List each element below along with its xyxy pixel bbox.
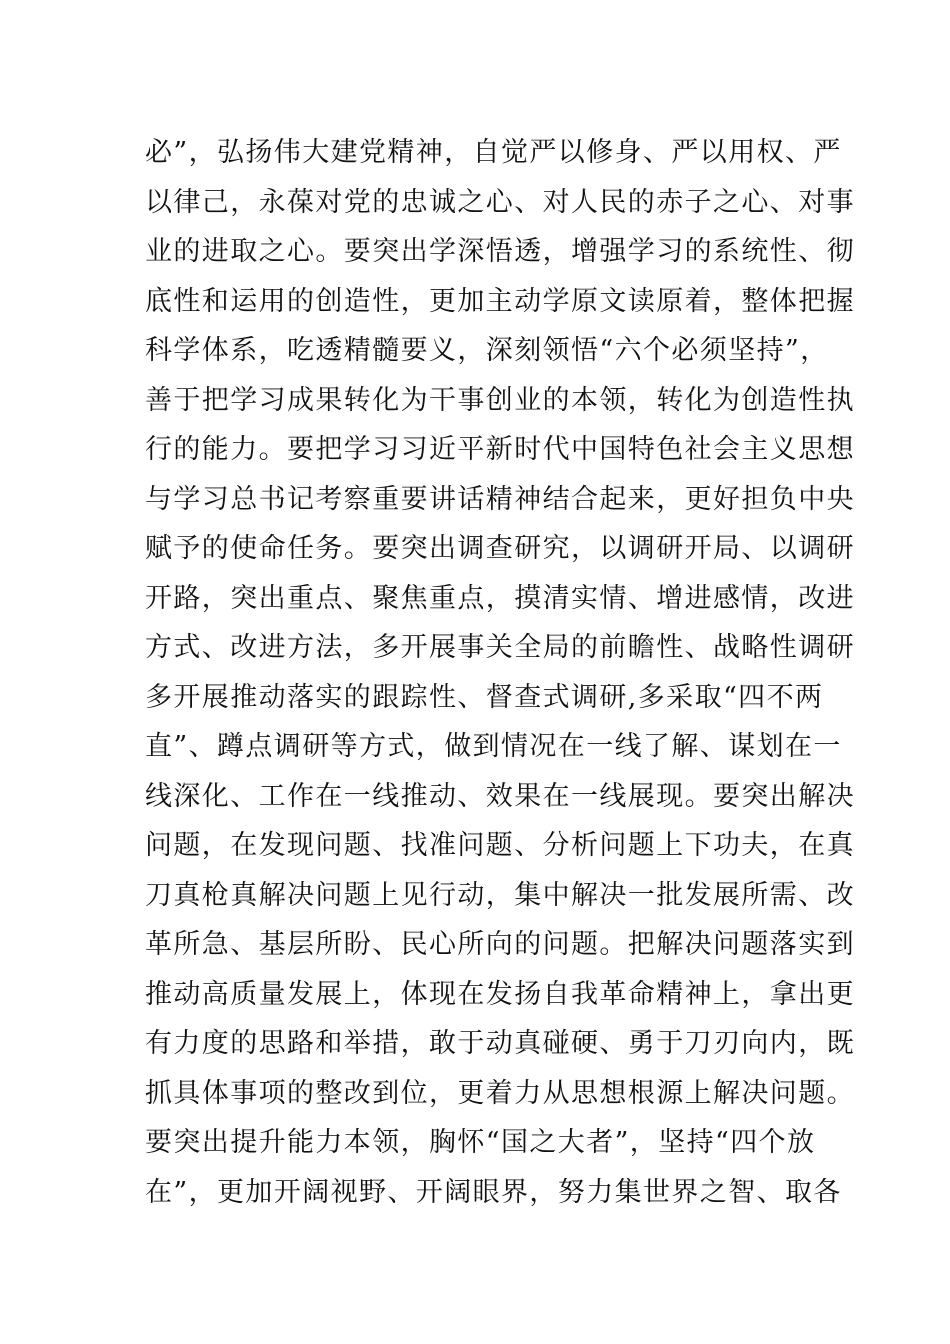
text-line: 必”，弘扬伟大建党精神，自觉严以修身、严以用权、严: [145, 137, 842, 168]
text-line: 善于把学习成果转化为干事创业的本领，转化为创造性执: [145, 384, 855, 416]
text-line: 问题，在发现问题、找准问题、分析问题上下功夫，在真: [145, 830, 855, 861]
text-line: 与学习总书记考察重要讲话精神结合起来，更好担负中央: [145, 483, 855, 515]
text-line: 业的进取之心。要突出学深悟透，增强学习的系统性、彻: [145, 236, 855, 267]
text-line: 直”、蹲点调研等方式，做到情况在一线了解、谋划在一: [145, 731, 842, 762]
text-line: 开路，突出重点、聚焦重点，摸清实情、增进感情，改进: [145, 582, 855, 614]
text-line: 方式、改进方法，多开展事关全局的前瞻性、战略性调研: [145, 632, 855, 663]
text-line: 刀真枪真解决问题上见行动，集中解决一批发展所需、改: [145, 879, 855, 911]
text-line: 要突出提升能力本领，胸怀“国之大者”，坚持“四个放: [145, 1127, 816, 1158]
text-line: 底性和运用的创造性，更加主动学原文读原着，整体把握: [145, 285, 855, 317]
text-line: 在”，更加开阔视野、开阔眼界，努力集世界之智、取各: [145, 1176, 842, 1208]
text-line: 赋予的使命任务。要突出调查研究，以调研开局、以调研: [145, 533, 855, 564]
text-line: 科学体系，吃透精髓要义，深刻领悟“六个必须坚持”，: [145, 335, 829, 366]
text-line: 推动高质量发展上，体现在发扬自我革命精神上，拿出更: [145, 978, 855, 1010]
text-line: 行的能力。要把学习习近平新时代中国特色社会主义思想: [145, 434, 855, 465]
text-line: 线深化、工作在一线推动、效果在一线展现。要突出解决: [145, 780, 855, 812]
text-line: 多开展推动落实的跟踪性、督查式调研,多采取“四不两: [145, 681, 824, 713]
text-line: 革所急、基层所盼、民心所向的问题。把解决问题落实到: [145, 929, 855, 960]
text-line: 抓具体事项的整改到位，更着力从思想根源上解决问题。: [145, 1077, 855, 1109]
text-line: 以律己，永葆对党的忠诚之心、对人民的赤子之心、对事: [145, 186, 855, 218]
body-text: [145, 128, 855, 1217]
text-line: 有力度的思路和举措，敢于动真碰硬、勇于刀刃向内，既: [145, 1028, 855, 1059]
